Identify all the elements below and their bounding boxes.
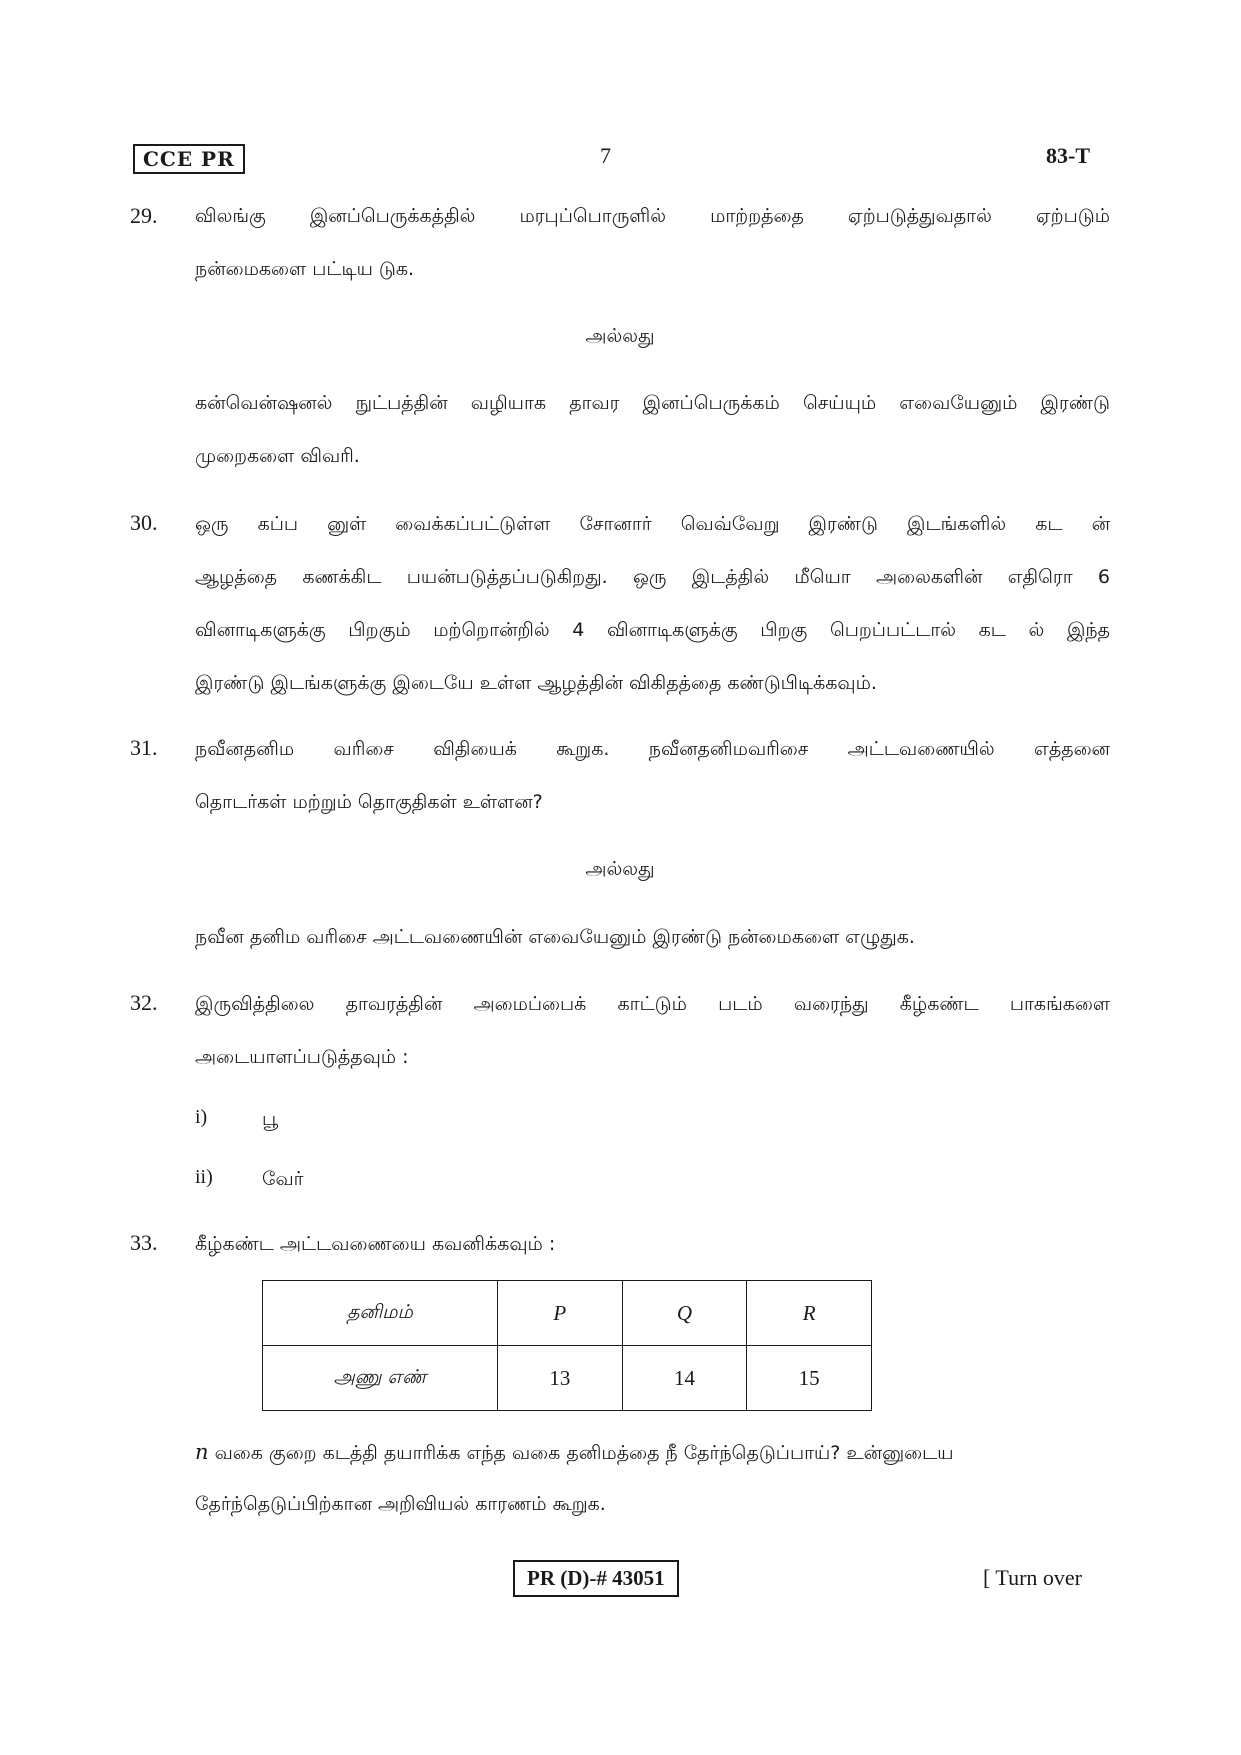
question-29-line-1: விலங்கு இனப்பெருக்கத்தில் மரபுப்பொருளில் மாற்றத்தை ஏற்படுத்துவதால் ஏற்படும் [195,205,1110,227]
element-table [262,1280,872,1411]
question-29-alt-line-2: முறைகளை விவரி. [195,445,360,467]
question-31-number: 31. [130,735,158,760]
table-row [263,1346,872,1411]
question-32-item-2-text: வேர் [262,1168,304,1190]
table-row-head-element: தனிமம் [263,1281,498,1346]
question-32-line-2: அடையாளப்படுத்தவும் : [195,1046,409,1068]
question-29-number: 29. [130,203,158,228]
question-29-or: அல்லது [585,325,655,347]
table-cell-atomic-number-q: 14 [622,1346,747,1411]
turn-over-label: [ Turn over [983,1565,1083,1590]
table-cell-atomic-number-r: 15 [747,1346,872,1411]
table-cell-element-r: R [747,1281,872,1346]
table-cell-element-q: Q [622,1281,747,1346]
question-32-number: 32. [130,990,158,1015]
page-number: 7 [600,143,611,168]
question-33-after-line-2: தேர்ந்தெடுப்பிற்கான அறிவியல் காரணம் கூறுக. [195,1493,606,1515]
question-33-number: 33. [130,1230,158,1255]
table-cell-atomic-number-p: 13 [498,1346,623,1411]
question-32-item-1-label: i) [195,1106,208,1128]
question-33-after-text-1: வகை குறை கடத்தி தயாரிக்க எந்த வகை தனிமத்தை நீ தேர்ந்தெடுப்பாய்? உன்னுடைய [214,1442,954,1464]
question-30-line-4: இரண்டு இடங்களுக்கு இடையே உள்ள ஆழத்தின் விகிதத்தை கண்டுபிடிக்கவும். [195,672,877,694]
footer-code-box: PR (D)-# 43051 [513,1560,679,1597]
question-33-after-line-1 [195,1440,1110,1467]
question-29-line-2: நன்மைகளை பட்டிய டுக. [195,258,415,280]
question-32-item-1-text: பூ [262,1108,279,1130]
question-31-or: அல்லது [585,858,655,880]
question-31-alt-line-1: நவீன தனிம வரிசை அட்டவணையின் எவையேனும் இரண்டு நன்மைகளை எழுதுக. [195,926,915,948]
n-variable: n [195,1440,209,1464]
question-32-line-1: இருவித்திலை தாவரத்தின் அமைப்பைக் காட்டும் படம் வரைந்து கீழ்கண்ட பாகங்களை [195,993,1110,1015]
table-row [263,1281,872,1346]
table-cell-element-p: P [498,1281,623,1346]
question-30-number: 30. [130,510,158,535]
question-30-line-1: ஒரு கப்ப னுள் வைக்கப்பட்டுள்ள சோனார் வெவ்வேறு இரண்டு இடங்களில் கட ன் [195,513,1110,535]
paper-code: 83-T [1046,143,1090,168]
question-31-line-1: நவீனதனிம வரிசை விதியைக் கூறுக. நவீனதனிமவரிசை அட்டவணையில் எத்தனை [195,738,1110,760]
question-30-line-2: ஆழத்தை கணக்கிட பயன்படுத்தப்படுகிறது. ஒரு இடத்தில் மீயொ அலைகளின் எதிரொ 6 [195,566,1110,588]
question-32-item-2-label: ii) [195,1166,213,1188]
question-33-line-1: கீழ்கண்ட அட்டவணையை கவனிக்கவும் : [195,1233,556,1255]
question-30-line-3: வினாடிகளுக்கு பிறகும் மற்றொன்றில் 4 வினாடிகளுக்கு பிறகு பெறப்பட்டால் கட ல் இந்த [195,619,1110,641]
question-29-alt-line-1: கன்வென்ஷனல் நுட்பத்தின் வழியாக தாவர இனப்பெருக்கம் செய்யும் எவையேனும் இரண்டு [195,392,1110,414]
table-row-head-atomic-number: அணு எண் [263,1346,498,1411]
header-code-box: CCE PR [133,144,245,174]
question-31-line-2: தொடர்கள் மற்றும் தொகுதிகள் உள்ளன? [195,791,543,813]
